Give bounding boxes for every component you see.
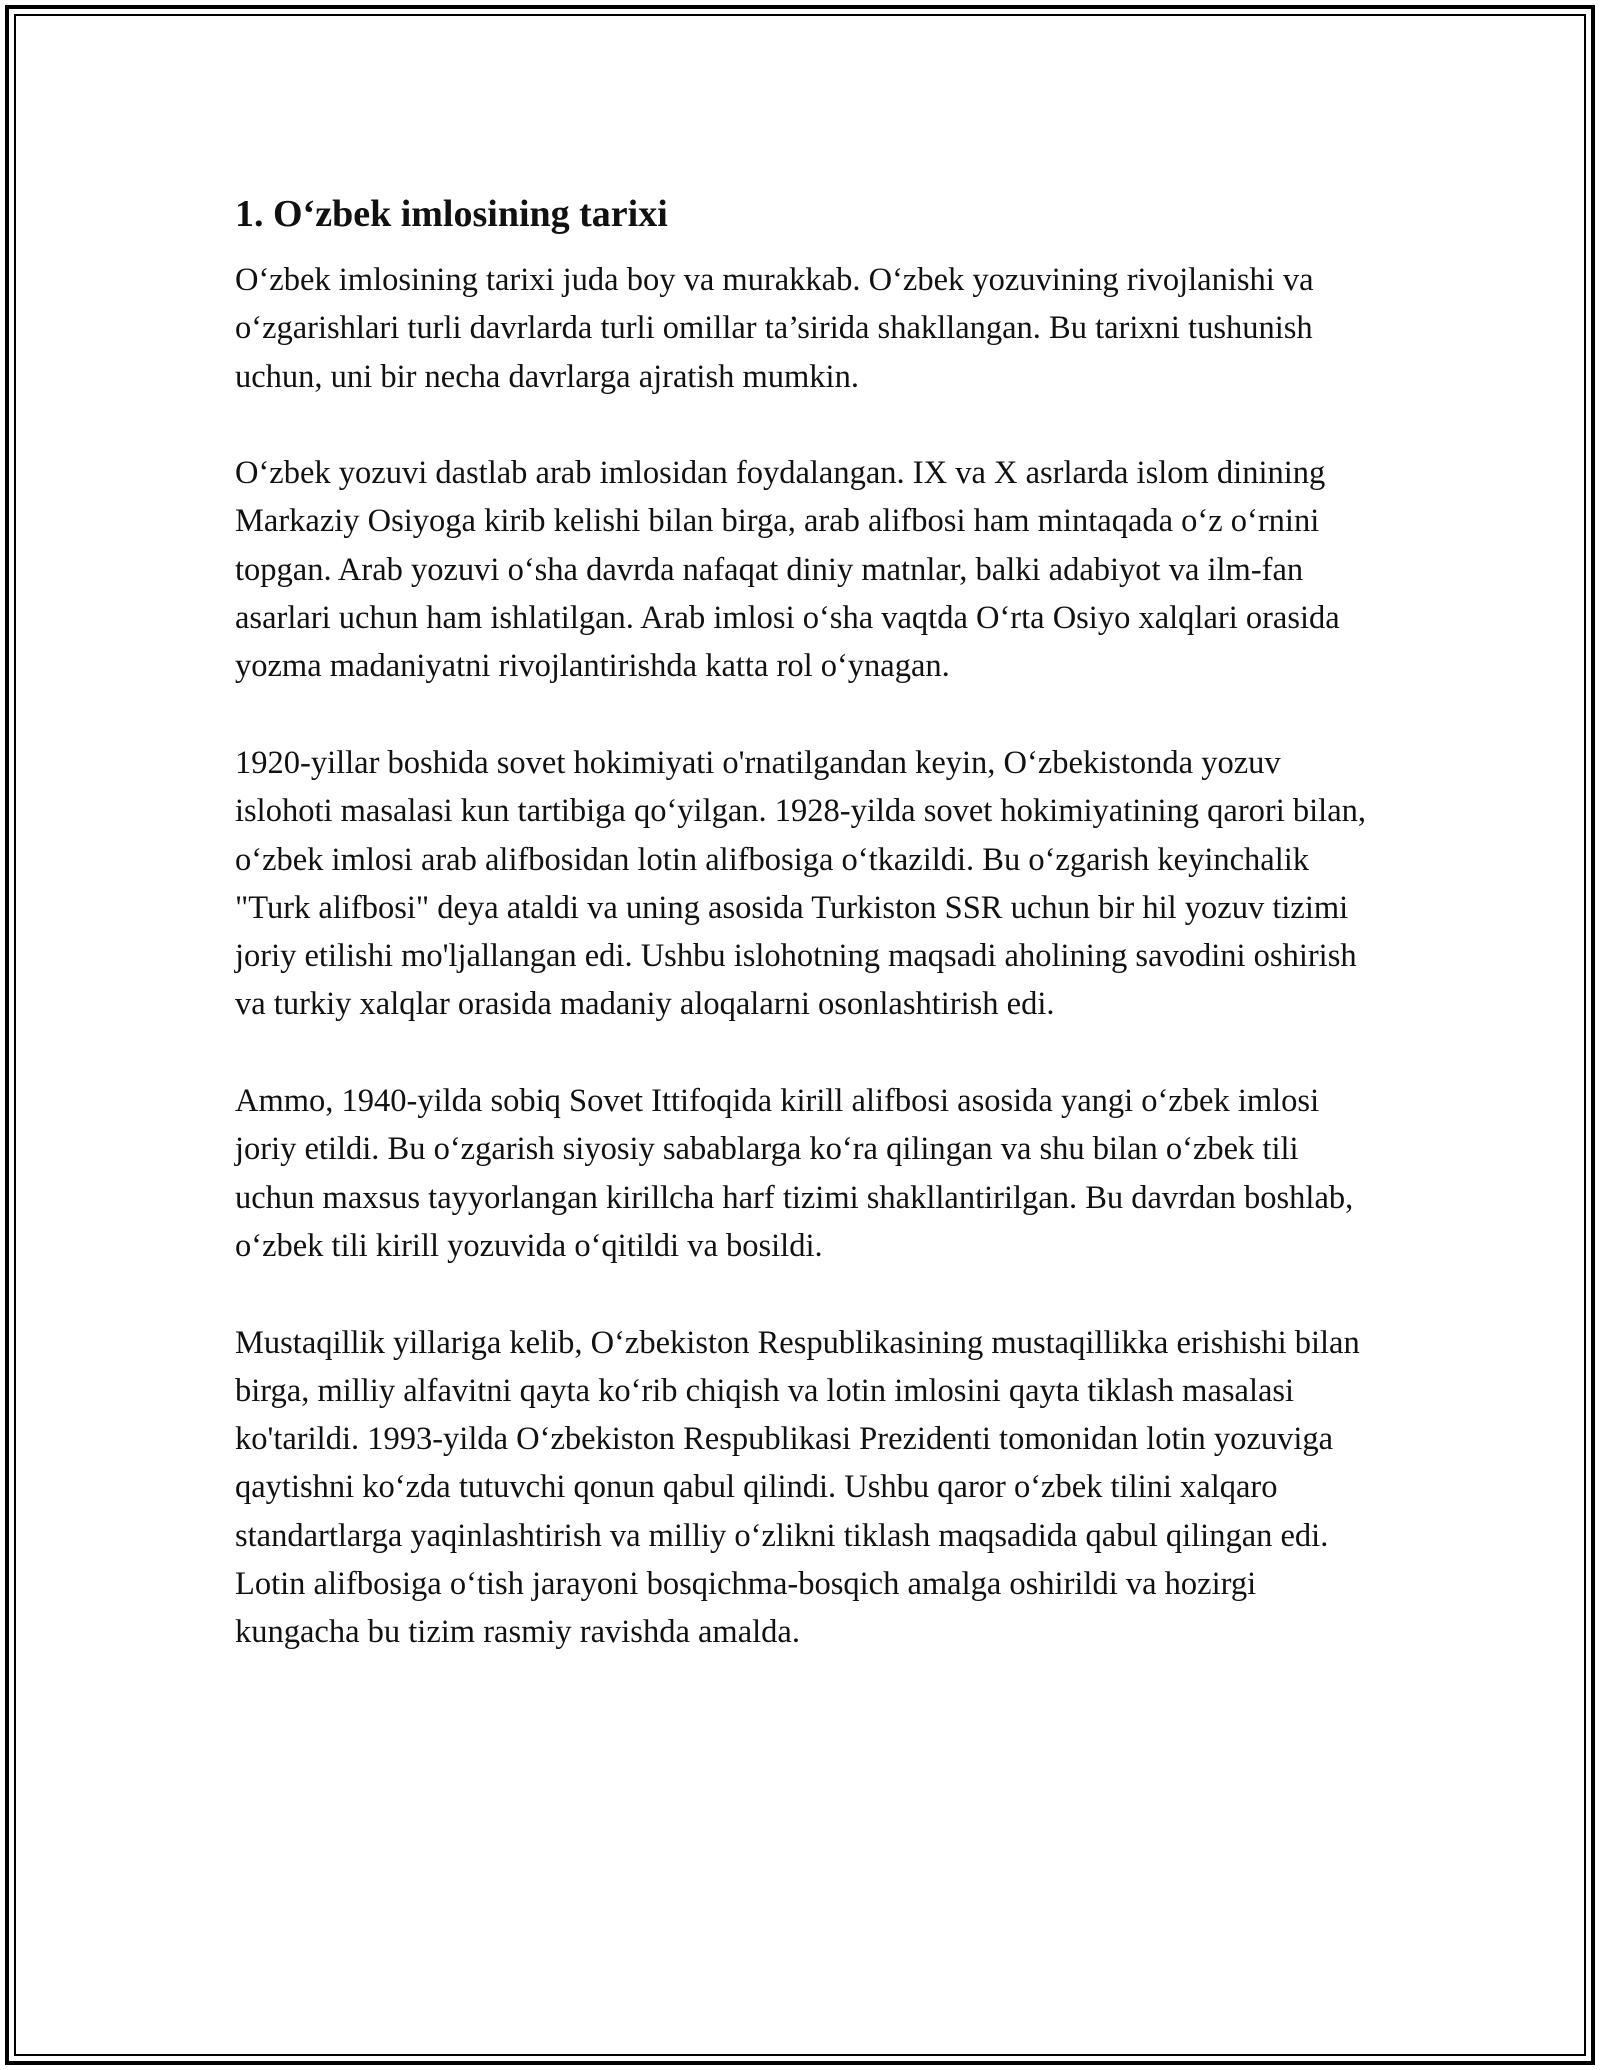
document-body — [235, 186, 1375, 1657]
paragraph-independence: Mustaqillik yillariga kelib, O‘zbekiston Respublikasining mustaqillikka erishishi bilan birga, milliy alfavitni qayta ko‘rib chiqish va lotin imlosini qayta tiklash masalasi ko'tarildi. 1993-yilda O‘zbekiston Respublikasi Prezidenti tomonidan lotin yozuviga qaytishni ko‘zda tutuvchi qonun qabul qilindi. Ushbu qaror o‘zbek tilini xalqaro standartlarga yaqinlashtirish va milliy o‘zlikni tiklash maqsadida qabul qilingan edi. Lotin alifbosiga o‘tish jarayoni bosqichma-bosqich amalga oshirildi va hozirgi kungacha bu tizim rasmiy ravishda amalda. — [235, 1324, 1360, 1651]
paragraph-intro: O‘zbek imlosining tarixi juda boy va murakkab. O‘zbek yozuvining rivojlanishi va o‘zgarishlari turli davrlarda turli omillar ta’sirida shakllangan. Bu tarixni tushunish uchun, uni bir necha davrlarga ajratish mumkin. — [235, 262, 1314, 395]
paragraph-latin-1928: 1920-yillar boshida sovet hokimiyati o'rnatilgandan keyin, O‘zbekistonda yozuv islohoti masalasi kun tartibiga qo‘yilgan. 1928-yilda sovet hokimiyatining qarori bilan, o‘zbek imlosi arab alifbosidan lotin alifbosiga o‘tkazildi. Bu o‘zgarish keyinchalik "Turk alifbosi" deya ataldi va uning asosida Turkiston SSR uchun bir hil yozuv tizimi joriy etilishi mo'ljallangan edi. Ushbu islohotning maqsadi aholining savodini oshirish va turkiy xalqlar orasida madaniy aloqalarni osonlashtirish edi. — [235, 744, 1366, 1023]
paragraph-arabic-script: O‘zbek yozuvi dastlab arab imlosidan foydalangan. IX va X asrlarda islom dinining Markaziy Osiyoga kirib kelishi bilan birga, arab alifbosi ham mintaqada o‘z o‘rnini topgan. Arab yozuvi o‘sha davrda nafaqat diniy matnlar, balki adabiyot va ilm-fan asarlari uchun ham ishlatilgan. Arab imlosi o‘sha vaqtda O‘rta Osiyo xalqlari orasida yozma madaniyatni rivojlantirishda katta rol o‘ynagan. — [235, 455, 1340, 685]
paragraph-cyrillic-1940: Ammo, 1940-yilda sobiq Sovet Ittifoqida kirill alifbosi asosida yangi o‘zbek imlosi joriy etildi. Bu o‘zgarish siyosiy sabablarga ko‘ra qilingan va shu bilan o‘zbek tili uchun maxsus tayyorlangan kirillcha harf tizimi shakllantirilgan. Bu davrdan boshlab, o‘zbek tili kirill yozuvida o‘qitildi va bosildi. — [235, 1083, 1354, 1264]
section-heading: 1. O‘zbek imlosining tarixi — [235, 193, 668, 235]
